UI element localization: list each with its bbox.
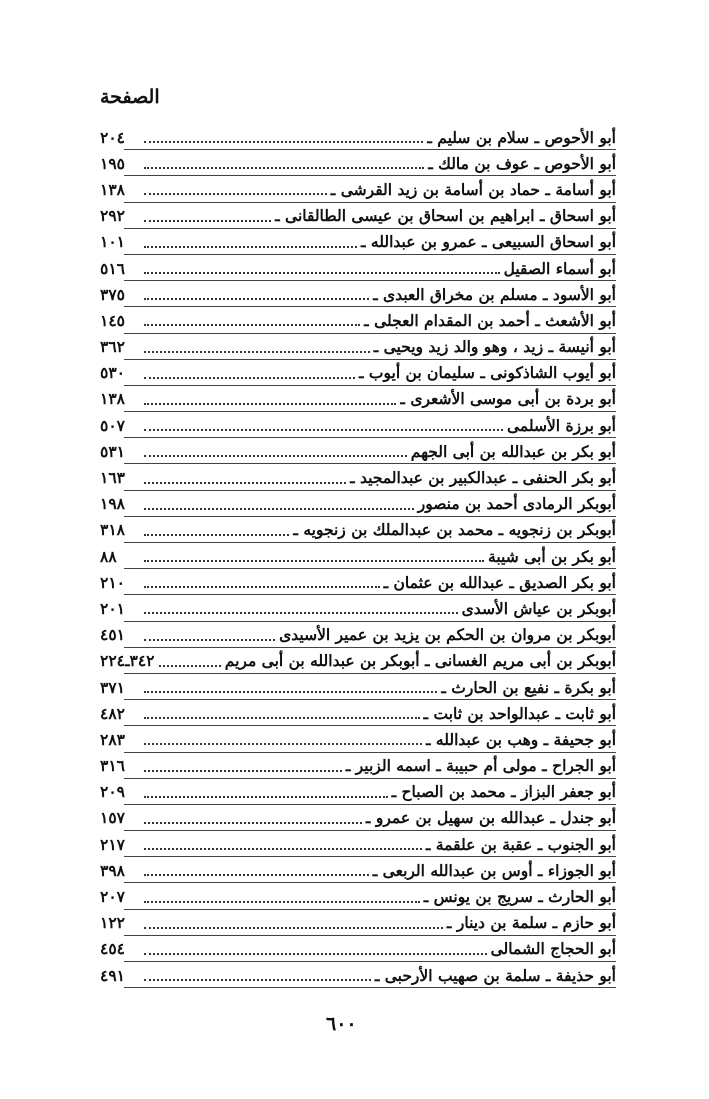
- index-entry: [100, 281, 616, 307]
- index-entry: [100, 753, 616, 779]
- entry-page-number: ٣١٨: [100, 520, 125, 540]
- entry-page-number: ١٢٢: [100, 913, 125, 933]
- index-entry: [100, 700, 616, 726]
- index-entry: [100, 936, 616, 962]
- dot-leader: [144, 979, 371, 981]
- index-entry: [100, 910, 616, 936]
- entry-page-number: ١٩٨: [100, 494, 125, 514]
- dot-leader: [144, 560, 484, 562]
- dot-leader: [144, 167, 424, 169]
- index-entry: [100, 412, 616, 438]
- entry-name: أبو بردة بن أبى موسى الأشعرى ـ: [400, 389, 616, 409]
- entry-page-number: ٥٣١: [100, 441, 125, 461]
- index-entry: [100, 674, 616, 700]
- index-entry-list: [100, 124, 616, 988]
- index-entry: [100, 124, 616, 150]
- entry-name: أبوبكر الرمادى أحمد بن منصور: [417, 494, 616, 514]
- dot-leader: [144, 429, 503, 431]
- index-entry: [100, 438, 616, 464]
- index-entry: [100, 726, 616, 752]
- entry-page-number: ٣٦٢: [100, 337, 125, 357]
- entry-name: أبو الجراح ـ مولى أم حبيبة ـ اسمه الزبير ـ: [345, 756, 616, 776]
- entry-page-number: ٣١٦: [100, 756, 125, 776]
- index-entry: [100, 176, 616, 202]
- entry-name: أبوبكر بن عياش الأسدى: [461, 598, 616, 618]
- index-entry: [100, 517, 616, 543]
- entry-page-number: ١٤٥: [100, 310, 125, 330]
- entry-name: أبو الحجاج الشمالى: [490, 939, 616, 959]
- entry-name: أبو جعفر البزاز ـ محمد بن الصباح ـ: [391, 782, 616, 802]
- entry-name: أبو الأحوص ـ سلام بن سليم ـ: [427, 127, 616, 147]
- entry-name: أبو الأشعث ـ أحمد بن المقدام العجلى ـ: [364, 310, 616, 330]
- dot-leader: [144, 612, 458, 614]
- dot-leader: [144, 324, 360, 326]
- dot-leader: [144, 141, 423, 143]
- index-entry: [100, 203, 616, 229]
- entry-page-number: ٥٠٧: [100, 415, 125, 435]
- index-entry: [100, 255, 616, 281]
- entry-name: أبو برزة الأسلمى: [506, 415, 616, 435]
- dot-leader: [144, 246, 357, 248]
- entry-page-number: ٤٩١: [100, 965, 125, 985]
- entry-name: أبو الأحوص ـ عوف بن مالك ـ: [428, 153, 616, 173]
- entry-name: أبو اسحاق السبيعى ـ عمرو بن عبدالله ـ: [360, 232, 616, 252]
- entry-page-number: ١٩٥: [100, 153, 125, 173]
- entry-name: أبو بكرة ـ نفيع بن الحارث ـ: [441, 677, 616, 697]
- entry-page-number: ٤٥١: [100, 625, 125, 645]
- index-entry: [100, 150, 616, 176]
- entry-page-number: ٢٠٩: [100, 782, 125, 802]
- entry-name: أبوبكر بن أبى مريم الغسانى ـ أبوبكر بن عبدالله بن أبى مريم: [224, 651, 616, 671]
- entry-name: أبو بكر بن عبدالله بن أبى الجهم: [410, 441, 616, 461]
- entry-page-number: ٣٧١: [100, 677, 125, 697]
- index-entry: [100, 622, 616, 648]
- entry-page-number: ٤٥٤: [100, 939, 125, 959]
- index-entry: [100, 543, 616, 569]
- entry-page-number: ٢٨٣: [100, 729, 125, 749]
- dot-leader: [144, 193, 327, 195]
- index-entry: [100, 857, 616, 883]
- entry-page-number: ٢٩٢: [100, 206, 125, 226]
- dot-leader: [144, 403, 396, 405]
- dot-leader: [144, 508, 414, 510]
- entry-name: أبو بكر بن أبى شيبة: [488, 546, 616, 566]
- dot-leader: [144, 586, 380, 588]
- dot-leader: [144, 220, 271, 222]
- entry-name: أبو أيوب الشاذكونى ـ سليمان بن أيوب ـ: [359, 363, 616, 383]
- page-number: ٦٠٠: [326, 1013, 357, 1035]
- dot-leader: [144, 770, 342, 772]
- index-entry: [100, 883, 616, 909]
- entry-name: أبو جندل ـ عبدالله بن سهيل بن عمرو ـ: [365, 808, 616, 828]
- index-entry: [100, 307, 616, 333]
- index-entry: [100, 360, 616, 386]
- entry-page-number: ١٦٣: [100, 468, 125, 488]
- entry-name: أبو بكر الحنفى ـ عبدالكبير بن عبدالمجيد ـ: [350, 468, 616, 488]
- dot-leader: [144, 848, 422, 850]
- entry-page-number: ١٠١: [100, 232, 125, 252]
- entry-page-number: ٥١٦: [100, 258, 125, 278]
- index-entry: [100, 962, 616, 988]
- entry-name: أبو أنيسة ـ زيد ، وهو والد زيد ويحيى ـ: [373, 337, 616, 357]
- dot-leader: [144, 691, 437, 693]
- entry-name: أبو الحارث ـ سريج بن يونس ـ: [423, 887, 616, 907]
- entry-page-number: ٥٣٠: [100, 363, 125, 383]
- dot-leader: [144, 717, 420, 719]
- dot-leader: [144, 901, 420, 903]
- dot-leader: [144, 351, 370, 353]
- index-entry: [100, 779, 616, 805]
- index-entry: [100, 229, 616, 255]
- index-entry: [100, 805, 616, 831]
- entry-page-number: ٢٠٧: [100, 887, 125, 907]
- dot-leader: [144, 953, 487, 955]
- entry-page-number: ٢٠٤: [100, 127, 125, 147]
- entry-name: أبو جحيفة ـ وهب بن عبدالله ـ: [425, 729, 616, 749]
- index-entry: [100, 464, 616, 490]
- entry-underline: [124, 987, 616, 988]
- dot-leader: [144, 639, 275, 641]
- index-entry: [100, 831, 616, 857]
- dot-leader: [144, 534, 289, 536]
- entry-name: أبو الجوزاء ـ أوس بن عبدالله الربعى ـ: [372, 860, 616, 880]
- dot-leader: [144, 272, 500, 274]
- entry-name: أبو بكر الصديق ـ عبدالله بن عثمان ـ: [383, 572, 616, 592]
- entry-page-number: ١٣٨: [100, 179, 125, 199]
- entry-page-number: ٢٠١: [100, 598, 125, 618]
- entry-name: أبو حذيفة ـ سلمة بن صهيب الأرحبى ـ: [374, 965, 616, 985]
- entry-page-number: ٣٩٨: [100, 860, 125, 880]
- entry-name: أبو اسحاق ـ ابراهيم بن اسحاق بن عيسى الطالقانى ـ: [275, 206, 616, 226]
- index-entry: [100, 569, 616, 595]
- entry-name: أبوبكر بن زنجويه ـ محمد بن عبدالملك بن زنجويه ـ: [293, 520, 616, 540]
- index-entry: [100, 334, 616, 360]
- entry-page-number: ٢١٧: [100, 834, 125, 854]
- index-entry: [100, 386, 616, 412]
- entry-name: أبو الجنوب ـ عقبة بن علقمة ـ: [425, 834, 616, 854]
- dot-leader: [144, 377, 355, 379]
- entry-page-number: ١٣٨: [100, 389, 125, 409]
- page-column-heading: الصفحة: [100, 86, 160, 108]
- dot-leader: [144, 743, 422, 745]
- index-entry: [100, 648, 616, 674]
- dot-leader: [144, 822, 362, 824]
- dot-leader: [144, 796, 388, 798]
- entry-page-number: ٨٨: [100, 546, 117, 566]
- dot-leader: [159, 665, 221, 667]
- entry-name: أبو ثابت ـ عبدالواحد بن ثابت ـ: [423, 703, 616, 723]
- index-entry: [100, 491, 616, 517]
- entry-name: أبو حازم ـ سلمة بن دينار ـ: [446, 913, 616, 933]
- entry-page-number: ٤٨٢: [100, 703, 125, 723]
- dot-leader: [144, 298, 369, 300]
- index-entry: [100, 595, 616, 621]
- entry-page-number: ٣٤٢ـ٢٢٤: [100, 651, 155, 671]
- entry-page-number: ١٥٧: [100, 808, 125, 828]
- dot-leader: [144, 874, 369, 876]
- entry-page-number: ٣٧٥: [100, 284, 125, 304]
- dot-leader: [144, 455, 407, 457]
- dot-leader: [144, 927, 443, 929]
- entry-name: أبو الأسود ـ مسلم بن مخراق العبدى ـ: [373, 284, 616, 304]
- dot-leader: [144, 482, 346, 484]
- entry-name: أبوبكر بن مروان بن الحكم بن يزيد بن عمير الأسيدى: [279, 625, 616, 645]
- entry-page-number: ٢١٠: [100, 572, 125, 592]
- entry-name: أبو أسماء الصقيل: [503, 258, 616, 278]
- entry-name: أبو أسامة ـ حماد بن أسامة بن زيد القرشى ـ: [330, 179, 616, 199]
